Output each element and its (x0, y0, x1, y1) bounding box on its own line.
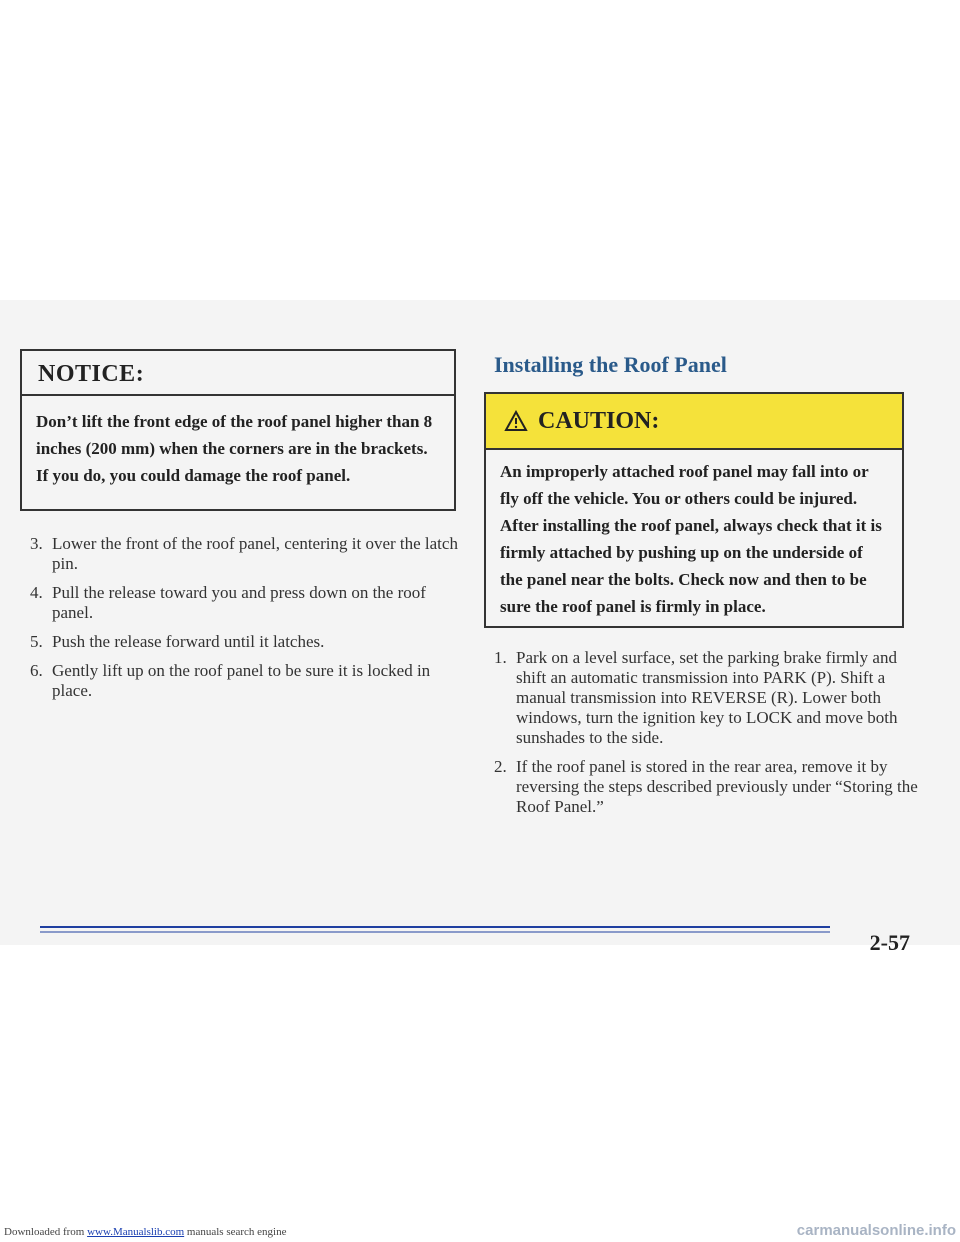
caution-box (484, 392, 904, 628)
step-number: 5. (30, 632, 43, 651)
right-steps-list (484, 648, 924, 826)
step-text: Gently lift up on the roof panel to be sure it is locked in place. (52, 661, 431, 700)
step-text: Push the release forward until it latches. (52, 632, 325, 651)
step-text: Park on a level surface, set the parking brake firmly and shift an automatic transmission into PARK (P). Shift a manual transmission into REVERSE (R). Lower both windows, turn the ignition key to LOCK and move both sunshades to the side. (516, 648, 898, 747)
download-footer (4, 1226, 286, 1238)
warning-triangle-icon (504, 410, 528, 432)
footer-rule (40, 924, 840, 936)
watermark: carmanualsonline.info (796, 1222, 956, 1239)
list-item (20, 583, 465, 623)
step-text: If the roof panel is stored in the rear area, remove it by reversing the steps described previously under “Storing the Roof Panel.” (516, 757, 918, 816)
footer-prefix: Downloaded from (4, 1226, 88, 1238)
notice-title: NOTICE: (22, 351, 454, 396)
step-text: Lower the front of the roof panel, centering it over the latch pin. (52, 534, 458, 573)
list-item (20, 661, 465, 701)
left-steps-list (20, 534, 465, 710)
caution-body: An improperly attached roof panel may fall into or fly off the vehicle. You or others could be injured. After installing the roof panel, always check that it is firmly attached by pushing up on the underside of the panel near the bolts. Check now and then to be sure the roof panel is firmly in place. (500, 462, 882, 616)
step-number: 3. (30, 534, 43, 553)
caution-header (486, 394, 902, 450)
list-item (20, 632, 465, 652)
notice-body: Don’t lift the front edge of the roof panel higher than 8 inches (200 mm) when the corners are in the brackets. If you do, you could damage the roof panel. (36, 412, 433, 485)
step-number: 6. (30, 661, 43, 680)
caution-title: CAUTION: (538, 407, 660, 434)
step-number: 2. (494, 757, 507, 776)
list-item (20, 534, 465, 574)
section-heading: Installing the Roof Panel (494, 352, 727, 377)
step-number: 4. (30, 583, 43, 602)
footer-suffix: manuals search engine (184, 1226, 287, 1238)
page-number: 2-57 (869, 930, 910, 955)
notice-box (20, 349, 456, 511)
step-number: 1. (494, 648, 507, 667)
list-item (484, 648, 924, 748)
manualslib-link[interactable]: www.Manualslib.com (87, 1226, 185, 1238)
step-text: Pull the release toward you and press down on the roof panel. (52, 583, 426, 622)
list-item (484, 757, 924, 817)
